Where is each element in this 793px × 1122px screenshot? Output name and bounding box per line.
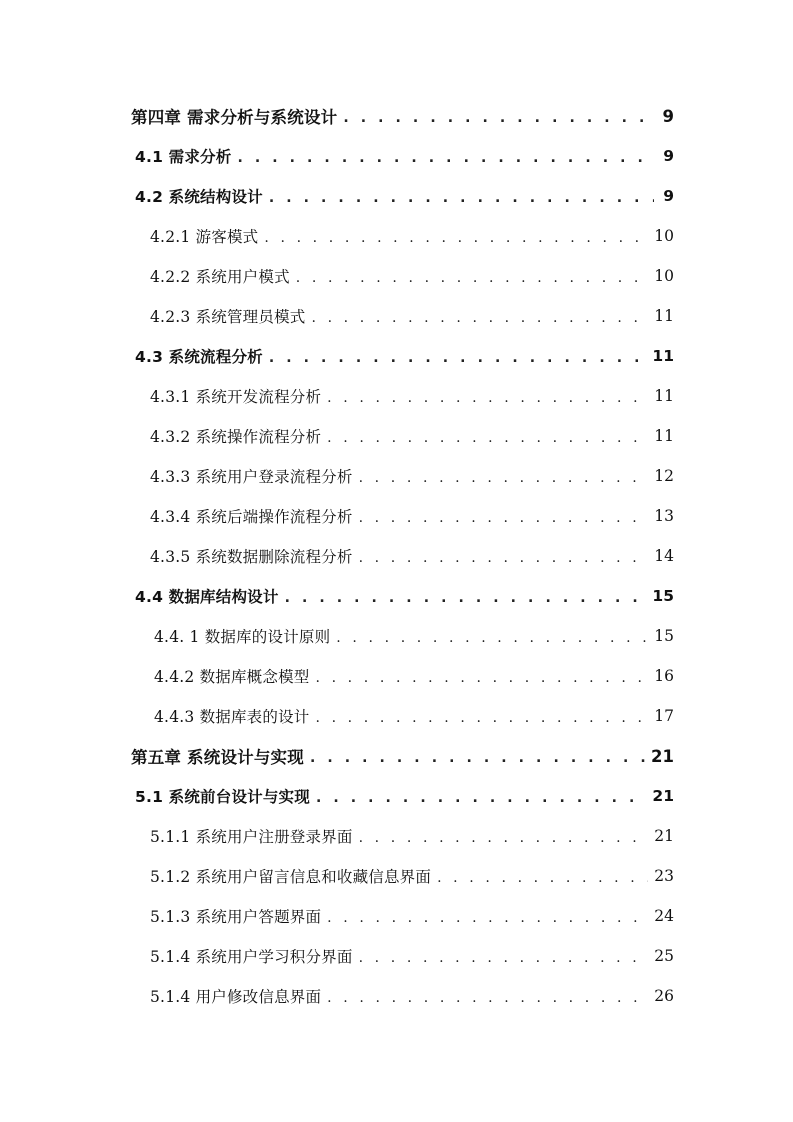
dot-leader (327, 911, 648, 925)
dot-leader (359, 831, 649, 845)
toc-entry-page-number: 9 (663, 187, 674, 205)
toc-entry-title: 4.4. 1 数据库的设计原则 (154, 628, 331, 646)
toc-entry-title: 5.1.4 系统用户学习积分界面 (150, 948, 353, 966)
toc-entry-title: 4.4.3 数据库表的设计 (154, 708, 310, 726)
toc-entry-title: 4.2.3 系统管理员模式 (150, 308, 306, 326)
dot-leader (269, 191, 654, 205)
dot-leader (327, 991, 648, 1005)
toc-entry-page-number: 12 (654, 467, 674, 485)
toc-entry-title: 4.3.1 系统开发流程分析 (150, 388, 322, 406)
dot-leader (315, 671, 648, 685)
toc-entry[interactable] (0, 216, 674, 256)
toc-entry-page-number: 9 (663, 147, 674, 165)
toc-entry[interactable] (0, 496, 674, 536)
toc-entry-title: 4.3.3 系统用户登录流程分析 (150, 468, 353, 486)
dot-leader (327, 391, 648, 405)
toc-entry[interactable] (0, 376, 674, 416)
toc-entry[interactable] (0, 96, 674, 136)
dot-leader (359, 951, 649, 965)
toc-entry[interactable] (0, 536, 674, 576)
toc-entry-page-number: 11 (654, 427, 674, 445)
toc-entry-page-number: 9 (662, 106, 674, 126)
dot-leader (310, 751, 645, 765)
dot-leader (316, 791, 646, 805)
toc-entry-page-number: 21 (652, 787, 674, 805)
toc-entry[interactable] (0, 856, 674, 896)
dot-leader (285, 591, 647, 605)
toc-entry-page-number: 15 (654, 627, 674, 645)
toc-entry[interactable] (0, 456, 674, 496)
toc-entry-page-number: 24 (654, 907, 674, 925)
toc-entry-title: 4.4 数据库结构设计 (135, 588, 279, 606)
dot-leader (264, 231, 648, 245)
toc-entry[interactable] (0, 296, 674, 336)
toc-entry-page-number: 26 (654, 987, 674, 1005)
toc-entry[interactable] (0, 336, 674, 376)
dot-leader (296, 271, 648, 285)
dot-leader (336, 631, 648, 645)
toc-entry-title: 第五章 系统设计与实现 (131, 748, 304, 767)
toc-entry-title: 4.2.2 系统用户模式 (150, 268, 290, 286)
toc-entry[interactable] (0, 696, 674, 736)
toc-entry[interactable] (0, 816, 674, 856)
toc-entry-title: 4.3.5 系统数据删除流程分析 (150, 548, 353, 566)
toc-entry[interactable] (0, 776, 674, 816)
dot-leader (437, 871, 648, 885)
toc-entry-page-number: 10 (654, 227, 674, 245)
dot-leader (359, 511, 649, 525)
toc-entry[interactable] (0, 936, 674, 976)
toc-entry-page-number: 15 (652, 587, 674, 605)
toc-entry[interactable] (0, 976, 674, 1016)
toc-entry-title: 5.1.4 用户修改信息界面 (150, 988, 322, 1006)
toc-entry-title: 5.1.2 系统用户留言信息和收藏信息界面 (150, 868, 432, 886)
dot-leader (237, 151, 654, 165)
toc-entry-page-number: 10 (654, 267, 674, 285)
toc-entry-title: 5.1.1 系统用户注册登录界面 (150, 828, 353, 846)
toc-entry-title: 4.2.1 游客模式 (150, 228, 259, 246)
toc-entry-title: 4.2 系统结构设计 (135, 188, 263, 206)
toc-entry[interactable] (0, 416, 674, 456)
toc-entry-page-number: 11 (654, 387, 674, 405)
toc-entry-page-number: 13 (654, 507, 674, 525)
toc-entry[interactable] (0, 576, 674, 616)
toc-entry[interactable] (0, 736, 674, 776)
toc-entry-title: 4.1 需求分析 (135, 148, 232, 166)
toc-entry-page-number: 25 (654, 947, 674, 965)
toc-entry-title: 4.4.2 数据库概念模型 (154, 668, 310, 686)
toc-entry-title: 4.3.4 系统后端操作流程分析 (150, 508, 353, 526)
toc-entry-title: 4.3.2 系统操作流程分析 (150, 428, 322, 446)
toc-entry-title: 第四章 需求分析与系统设计 (131, 108, 338, 127)
toc-entry-page-number: 16 (654, 667, 674, 685)
toc-entry-page-number: 11 (652, 347, 674, 365)
dot-leader (311, 311, 648, 325)
toc-entry-page-number: 11 (654, 307, 674, 325)
toc-entry[interactable] (0, 136, 674, 176)
toc-entry[interactable] (0, 656, 674, 696)
dot-leader (359, 551, 649, 565)
dot-leader (315, 711, 648, 725)
toc-entry-title: 5.1 系统前台设计与实现 (135, 788, 310, 806)
table-of-contents (0, 96, 793, 1016)
dot-leader (359, 471, 649, 485)
toc-entry-title: 5.1.3 系统用户答题界面 (150, 908, 322, 926)
dot-leader (269, 351, 647, 365)
dot-leader (327, 431, 648, 445)
toc-entry[interactable] (0, 616, 674, 656)
toc-entry-page-number: 14 (654, 547, 674, 565)
toc-entry[interactable] (0, 256, 674, 296)
toc-entry-title: 4.3 系统流程分析 (135, 348, 263, 366)
toc-entry-page-number: 21 (654, 827, 674, 845)
toc-entry[interactable] (0, 176, 674, 216)
dot-leader (343, 111, 654, 125)
toc-entry-page-number: 23 (654, 867, 674, 885)
toc-entry-page-number: 21 (651, 746, 674, 766)
toc-entry-page-number: 17 (654, 707, 674, 725)
toc-entry[interactable] (0, 896, 674, 936)
